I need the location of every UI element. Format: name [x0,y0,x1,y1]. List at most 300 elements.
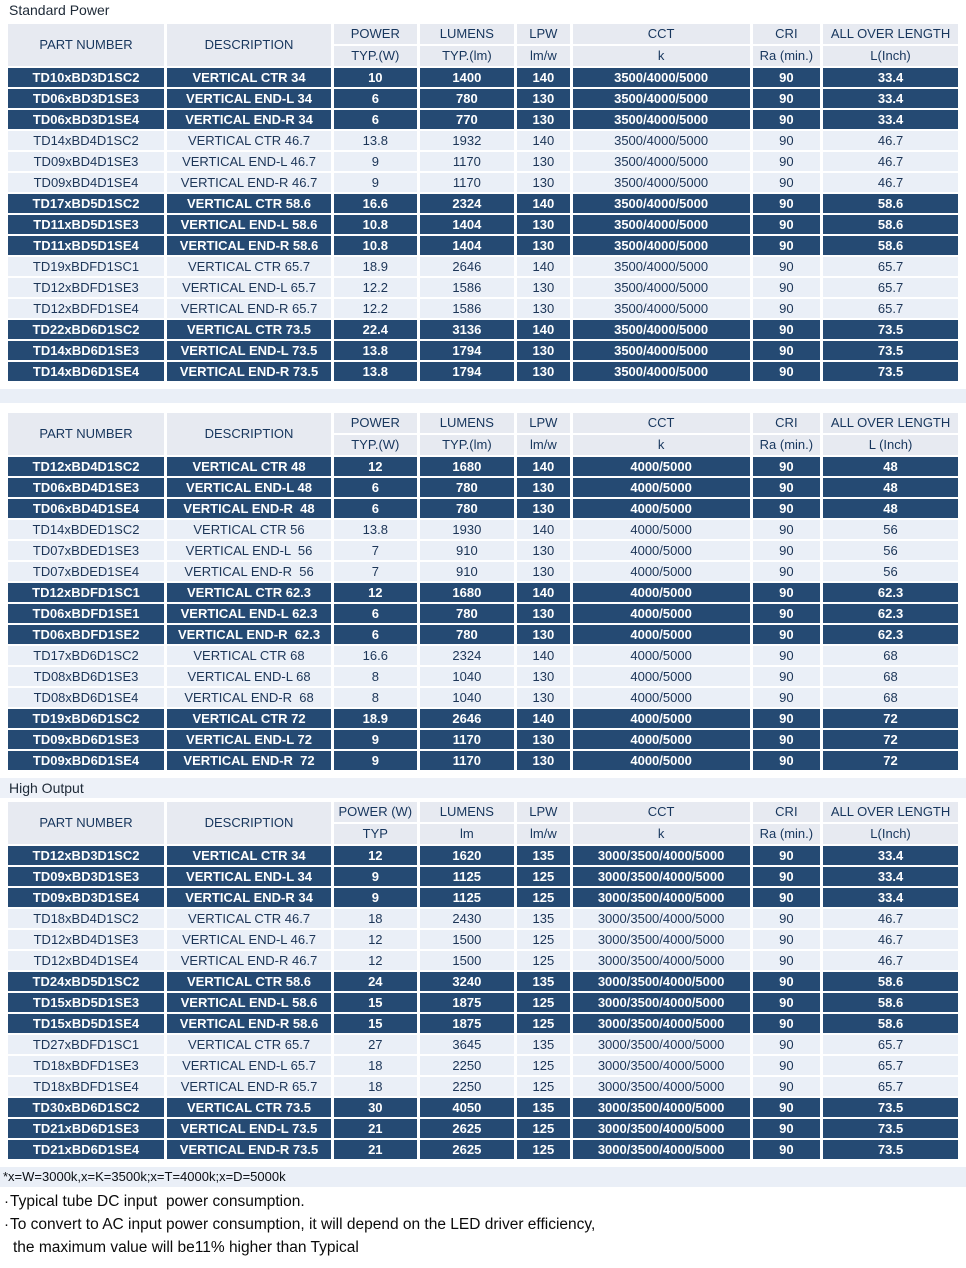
cell-power: 8 [334,688,417,707]
cell-lpw: 130 [517,625,569,644]
cell-length: 72 [823,751,958,770]
cell-part_number: TD09xBD3D1SE4 [8,888,164,907]
cell-lumens: 3240 [420,972,515,991]
column-header-cri-top: CRI [753,802,820,822]
column-header-cct-top: CCT [573,413,750,433]
cell-part_number: TD12xBD4D1SE4 [8,951,164,970]
cell-cct: 3000/3500/4000/5000 [573,1077,750,1096]
table-row [8,625,958,644]
cell-lpw: 125 [517,1077,569,1096]
cell-description: VERTICAL END-R 34 [167,888,331,907]
table-row [8,215,958,234]
cell-power: 9 [334,751,417,770]
column-header-description: DESCRIPTION [167,24,331,66]
cell-lpw: 140 [517,68,569,87]
cell-part_number: TD22xBD6D1SC2 [8,320,164,339]
cell-power: 18.9 [334,709,417,728]
cell-cri: 90 [753,646,820,665]
cell-cri: 90 [753,110,820,129]
cell-description: VERTICAL END-L 73.5 [167,1119,331,1138]
cell-description: VERTICAL END-L 72 [167,730,331,749]
cell-cct: 3500/4000/5000 [573,152,750,171]
cell-length: 58.6 [823,1014,958,1033]
cell-lumens: 1404 [420,236,515,255]
cell-cri: 90 [753,1077,820,1096]
cell-power: 13.8 [334,131,417,150]
cell-description: VERTICAL END-R 73.5 [167,362,331,381]
spec-table-1 [5,22,961,383]
cell-lumens: 910 [420,562,515,581]
table-row [8,583,958,602]
cell-cri: 90 [753,457,820,476]
cell-length: 33.4 [823,68,958,87]
cell-lumens: 3136 [420,320,515,339]
cell-length: 65.7 [823,278,958,297]
cell-lpw: 130 [517,299,569,318]
cct-code-legend: *x=W=3000k,x=K=3500k;x=T=4000k;x=D=5000k [0,1167,966,1187]
cell-length: 65.7 [823,1035,958,1054]
cell-description: VERTICAL CTR 73.5 [167,320,331,339]
table-row [8,320,958,339]
cell-lpw: 125 [517,951,569,970]
cell-description: VERTICAL CTR 34 [167,846,331,865]
cell-power: 12 [334,951,417,970]
cell-length: 46.7 [823,131,958,150]
cell-lpw: 130 [517,110,569,129]
cell-cri: 90 [753,299,820,318]
cell-lumens: 4050 [420,1098,515,1117]
cell-power: 6 [334,625,417,644]
cell-part_number: TD11xBD5D1SE4 [8,236,164,255]
cell-lumens: 780 [420,625,515,644]
cell-length: 58.6 [823,993,958,1012]
table-row [8,562,958,581]
table-row [8,909,958,928]
cell-lpw: 130 [517,604,569,623]
cell-part_number: TD18xBDFD1SE4 [8,1077,164,1096]
column-header-lumens-top: LUMENS [420,413,515,433]
cell-lumens: 910 [420,541,515,560]
cell-cri: 90 [753,562,820,581]
cell-part_number: TD12xBD4D1SC2 [8,457,164,476]
cell-cri: 90 [753,362,820,381]
cell-lpw: 130 [517,667,569,686]
cell-lpw: 140 [517,257,569,276]
spec-table-3 [5,800,961,1161]
cell-description: VERTICAL CTR 72 [167,709,331,728]
table-row [8,888,958,907]
header-row-top [8,802,958,822]
table-row [8,1035,958,1054]
cell-part_number: TD07xBDED1SE4 [8,562,164,581]
table-row [8,89,958,108]
table-row [8,131,958,150]
cell-length: 62.3 [823,625,958,644]
cell-part_number: TD15xBD5D1SE3 [8,993,164,1012]
cell-cct: 4000/5000 [573,646,750,665]
cell-length: 58.6 [823,972,958,991]
cell-lpw: 125 [517,888,569,907]
cell-lpw: 130 [517,730,569,749]
table-row [8,751,958,770]
cell-lumens: 1794 [420,341,515,360]
column-header-part-number: PART NUMBER [8,802,164,844]
cell-description: VERTICAL END-L 73.5 [167,341,331,360]
column-header-part-number: PART NUMBER [8,413,164,455]
cell-lpw: 140 [517,131,569,150]
cell-lumens: 2250 [420,1056,515,1075]
cell-cri: 90 [753,972,820,991]
cell-description: VERTICAL CTR 34 [167,68,331,87]
cell-part_number: TD06xBDFD1SE2 [8,625,164,644]
cell-length: 46.7 [823,152,958,171]
cell-lumens: 780 [420,499,515,518]
cell-cri: 90 [753,930,820,949]
cell-part_number: TD12xBD3D1SC2 [8,846,164,865]
cell-cct: 4000/5000 [573,583,750,602]
cell-cct: 4000/5000 [573,751,750,770]
cell-length: 48 [823,499,958,518]
cell-part_number: TD10xBD3D1SC2 [8,68,164,87]
cell-lumens: 1932 [420,131,515,150]
cell-power: 18 [334,909,417,928]
cell-cri: 90 [753,730,820,749]
cell-description: VERTICAL CTR 46.7 [167,909,331,928]
cell-cct: 3000/3500/4000/5000 [573,993,750,1012]
table-row [8,646,958,665]
cell-power: 22.4 [334,320,417,339]
cell-cri: 90 [753,604,820,623]
cell-lumens: 2430 [420,909,515,928]
table-row [8,930,958,949]
table-wrap-2 [0,411,966,772]
cell-description: VERTICAL CTR 73.5 [167,1098,331,1117]
cell-lpw: 125 [517,1140,569,1159]
cell-power: 18 [334,1056,417,1075]
cell-length: 62.3 [823,604,958,623]
cell-length: 65.7 [823,1056,958,1075]
header-row-top [8,413,958,433]
cell-description: VERTICAL END-R 65.7 [167,1077,331,1096]
cell-part_number: TD12xBDFD1SE3 [8,278,164,297]
cell-power: 10.8 [334,215,417,234]
bullet-icon: · [4,1216,9,1233]
cell-cct: 3000/3500/4000/5000 [573,1056,750,1075]
cell-part_number: TD06xBD3D1SE4 [8,110,164,129]
cell-cct: 3000/3500/4000/5000 [573,867,750,886]
cell-cri: 90 [753,152,820,171]
cell-power: 12.2 [334,278,417,297]
cell-part_number: TD17xBD5D1SC2 [8,194,164,213]
column-header-cri-unit: Ra (min.) [753,824,820,844]
cell-lumens: 1620 [420,846,515,865]
cell-power: 6 [334,604,417,623]
cell-length: 65.7 [823,299,958,318]
note-text: the maximum value will be11% higher than Typical [13,1239,359,1256]
cell-cct: 3500/4000/5000 [573,194,750,213]
cell-cct: 4000/5000 [573,499,750,518]
cell-lpw: 130 [517,341,569,360]
cell-lpw: 140 [517,583,569,602]
column-header-power-unit: TYP [334,824,417,844]
cell-cri: 90 [753,499,820,518]
cell-description: VERTICAL CTR 46.7 [167,131,331,150]
cell-description: VERTICAL END-L 65.7 [167,278,331,297]
cell-cri: 90 [753,1140,820,1159]
cell-length: 33.4 [823,888,958,907]
section-title-standard-power: Standard Power [0,0,966,20]
cell-length: 73.5 [823,320,958,339]
cell-lumens: 780 [420,478,515,497]
column-header-cct-top: CCT [573,802,750,822]
cell-part_number: TD09xBD6D1SE4 [8,751,164,770]
cell-cct: 3500/4000/5000 [573,110,750,129]
cell-lpw: 140 [517,646,569,665]
cell-cri: 90 [753,667,820,686]
table-row [8,604,958,623]
cell-power: 12 [334,457,417,476]
cell-cri: 90 [753,1056,820,1075]
cell-cct: 3500/4000/5000 [573,362,750,381]
cell-description: VERTICAL END-R 46.7 [167,173,331,192]
cell-length: 72 [823,709,958,728]
table-row [8,257,958,276]
cell-cct: 3000/3500/4000/5000 [573,1140,750,1159]
cell-length: 65.7 [823,257,958,276]
cell-lpw: 140 [517,709,569,728]
column-header-power-top: POWER (W) [334,802,417,822]
cell-cri: 90 [753,709,820,728]
column-header-cct-top: CCT [573,24,750,44]
cell-part_number: TD08xBD6D1SE3 [8,667,164,686]
column-header-lpw-top: LPW [517,413,569,433]
cell-description: VERTICAL END-L 68 [167,667,331,686]
cell-description: VERTICAL END-L 62.3 [167,604,331,623]
cell-length: 33.4 [823,846,958,865]
cell-cri: 90 [753,68,820,87]
cell-cri: 90 [753,1035,820,1054]
note-text: Typical tube DC input power consumption. [10,1193,305,1210]
table-row [8,152,958,171]
cell-cct: 3500/4000/5000 [573,89,750,108]
table-row [8,499,958,518]
cell-description: VERTICAL END-R 65.7 [167,299,331,318]
cell-description: VERTICAL END-L 46.7 [167,152,331,171]
cell-power: 21 [334,1119,417,1138]
cell-lumens: 1404 [420,215,515,234]
cell-lumens: 1170 [420,730,515,749]
table-wrap-3 [0,800,966,1161]
cell-cct: 4000/5000 [573,541,750,560]
cell-length: 56 [823,520,958,539]
cell-cct: 3000/3500/4000/5000 [573,951,750,970]
cell-length: 56 [823,541,958,560]
cell-lpw: 130 [517,173,569,192]
cell-description: VERTICAL END-L 56 [167,541,331,560]
cell-cct: 3000/3500/4000/5000 [573,1035,750,1054]
cell-cri: 90 [753,888,820,907]
cell-cct: 4000/5000 [573,730,750,749]
cell-cct: 3000/3500/4000/5000 [573,930,750,949]
column-header-lumens-unit: TYP.(lm) [420,435,515,455]
cell-length: 46.7 [823,951,958,970]
column-header-lpw-unit: lm/w [517,435,569,455]
cell-part_number: TD21xBD6D1SE3 [8,1119,164,1138]
table-row [8,236,958,255]
cell-power: 6 [334,110,417,129]
cell-lumens: 1125 [420,867,515,886]
cell-description: VERTICAL CTR 62.3 [167,583,331,602]
cell-lpw: 130 [517,562,569,581]
cell-cri: 90 [753,89,820,108]
cell-part_number: TD12xBDFD1SE4 [8,299,164,318]
cell-cct: 3000/3500/4000/5000 [573,888,750,907]
cell-part_number: TD06xBD3D1SE3 [8,89,164,108]
cell-cri: 90 [753,1119,820,1138]
cell-lumens: 2646 [420,257,515,276]
cell-description: VERTICAL CTR 48 [167,457,331,476]
cell-lpw: 130 [517,541,569,560]
cell-lumens: 1794 [420,362,515,381]
cell-cri: 90 [753,320,820,339]
column-header-length-unit: L(Inch) [823,46,958,66]
cell-length: 48 [823,478,958,497]
cell-description: VERTICAL END-R 34 [167,110,331,129]
cell-length: 68 [823,667,958,686]
table-row [8,541,958,560]
column-header-power-unit: TYP.(W) [334,46,417,66]
cell-cri: 90 [753,909,820,928]
cell-cri: 90 [753,215,820,234]
table-row [8,667,958,686]
table-row [8,299,958,318]
note-line [3,1236,966,1259]
cell-part_number: TD30xBD6D1SC2 [8,1098,164,1117]
cell-power: 6 [334,478,417,497]
cell-part_number: TD14xBD4D1SC2 [8,131,164,150]
table-row [8,730,958,749]
section-title-high-output: High Output [0,778,966,798]
cell-part_number: TD14xBDED1SC2 [8,520,164,539]
cell-power: 16.6 [334,646,417,665]
cell-lpw: 140 [517,320,569,339]
table-row [8,951,958,970]
cell-description: VERTICAL END-L 34 [167,89,331,108]
cell-lpw: 140 [517,194,569,213]
cell-length: 73.5 [823,1140,958,1159]
column-header-power-unit: TYP.(W) [334,435,417,455]
cell-description: VERTICAL CTR 56 [167,520,331,539]
column-header-cct-unit: k [573,824,750,844]
cell-cri: 90 [753,341,820,360]
cell-cri: 90 [753,867,820,886]
cell-length: 62.3 [823,583,958,602]
cell-length: 48 [823,457,958,476]
cell-length: 58.6 [823,194,958,213]
cell-lumens: 1680 [420,583,515,602]
cell-cct: 3500/4000/5000 [573,215,750,234]
cell-lumens: 1680 [420,457,515,476]
cell-power: 18.9 [334,257,417,276]
cell-cct: 3000/3500/4000/5000 [573,909,750,928]
cell-cri: 90 [753,1098,820,1117]
cell-power: 12.2 [334,299,417,318]
cell-part_number: TD07xBDED1SE3 [8,541,164,560]
cell-description: VERTICAL END-R 62.3 [167,625,331,644]
section-spacer [0,389,966,403]
table-row [8,709,958,728]
cell-cct: 3000/3500/4000/5000 [573,1098,750,1117]
cell-lumens: 1170 [420,173,515,192]
cell-lpw: 125 [517,1119,569,1138]
column-header-power-top: POWER [334,24,417,44]
cell-lumens: 1875 [420,1014,515,1033]
cell-cct: 3500/4000/5000 [573,299,750,318]
column-header-part-number: PART NUMBER [8,24,164,66]
cell-power: 12 [334,583,417,602]
table-row [8,457,958,476]
table-row [8,68,958,87]
table-row [8,1140,958,1159]
column-header-cct-unit: k [573,46,750,66]
table-row [8,110,958,129]
cell-cct: 3500/4000/5000 [573,320,750,339]
cell-length: 33.4 [823,867,958,886]
cell-length: 46.7 [823,173,958,192]
cell-cct: 3000/3500/4000/5000 [573,1014,750,1033]
cell-part_number: TD24xBD5D1SC2 [8,972,164,991]
cell-cri: 90 [753,846,820,865]
column-header-length-unit: L(Inch) [823,824,958,844]
cell-lumens: 1500 [420,930,515,949]
cell-lumens: 1125 [420,888,515,907]
cell-lpw: 125 [517,1014,569,1033]
column-header-lumens-unit: TYP.(lm) [420,46,515,66]
cell-part_number: TD06xBDFD1SE1 [8,604,164,623]
cell-cct: 4000/5000 [573,478,750,497]
cell-power: 8 [334,667,417,686]
cell-length: 33.4 [823,110,958,129]
cell-power: 7 [334,562,417,581]
cell-cri: 90 [753,520,820,539]
table-row [8,341,958,360]
cell-part_number: TD06xBD4D1SE3 [8,478,164,497]
cell-part_number: TD18xBDFD1SE3 [8,1056,164,1075]
column-header-length-top: ALL OVER LENGTH [823,413,958,433]
cell-cri: 90 [753,993,820,1012]
cell-lpw: 130 [517,499,569,518]
cell-cri: 90 [753,173,820,192]
cell-part_number: TD14xBD6D1SE3 [8,341,164,360]
cell-length: 33.4 [823,89,958,108]
table-row [8,520,958,539]
cell-lumens: 2324 [420,646,515,665]
table-row [8,1119,958,1138]
cell-lpw: 125 [517,993,569,1012]
cell-cri: 90 [753,951,820,970]
table-row [8,993,958,1012]
cell-length: 58.6 [823,215,958,234]
cell-description: VERTICAL END-R 46.7 [167,951,331,970]
cell-cct: 3500/4000/5000 [573,173,750,192]
cell-lpw: 130 [517,215,569,234]
cell-cri: 90 [753,478,820,497]
cell-part_number: TD11xBD5D1SE3 [8,215,164,234]
cell-description: VERTICAL END-R 56 [167,562,331,581]
cell-lumens: 1930 [420,520,515,539]
cell-part_number: TD17xBD6D1SC2 [8,646,164,665]
table-row [8,1056,958,1075]
